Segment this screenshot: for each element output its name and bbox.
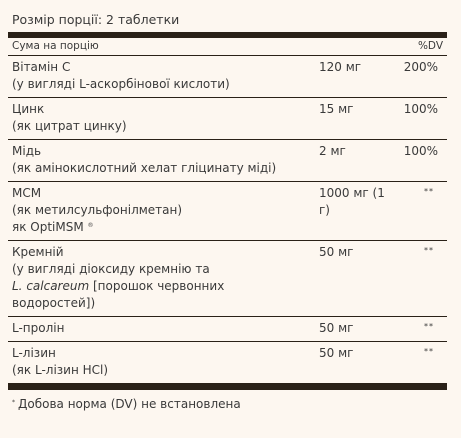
table-row [8, 98, 447, 140]
nutrient-title: Вітамін C [12, 60, 71, 74]
nutrient-amount: 50 мг [319, 321, 354, 335]
nutrient-amount: 50 мг [319, 346, 354, 360]
nutrient-dv: ** [424, 322, 434, 331]
nutrient-form: (у вигляді L-аскорбінової кислоти) [12, 77, 230, 91]
nutrient-dv: 100% [403, 144, 438, 158]
nutrient-name [12, 59, 319, 93]
nutrient-title: MCM [12, 186, 42, 200]
nutrient-title: Цинк [12, 102, 45, 116]
table-row [8, 342, 447, 383]
nutrient-amount: 50 мг [319, 245, 354, 259]
species-name: L. calcareum [12, 279, 90, 293]
table-row [8, 56, 447, 98]
nutrient-title: L-пролін [12, 321, 65, 335]
brand-name: як OptiMSM [12, 220, 84, 234]
amount-line: г) [319, 203, 330, 217]
nutrient-dv: ** [424, 347, 434, 356]
nutrient-name [12, 143, 319, 177]
nutrient-name [12, 101, 319, 135]
nutrient-dv: 200% [403, 60, 438, 74]
bottom-divider-bar [8, 383, 447, 390]
nutrient-brand [12, 219, 319, 236]
serving-size: Розмір порції: 2 таблетки [12, 12, 180, 27]
nutrient-form-end: водоростей]) [12, 296, 96, 310]
nutrient-name [12, 244, 319, 312]
nutrient-form: (як амінокислотний хелат гліцинату міді) [12, 161, 277, 175]
nutrient-amount: 15 мг [319, 102, 354, 116]
header-dv: %DV [417, 40, 443, 52]
nutrient-form: (як метилсульфонілметан) [12, 203, 183, 217]
table-header [8, 38, 447, 56]
footnote-text: Добова норма (DV) не встановлена [18, 397, 241, 411]
nutrient-dv: 100% [403, 102, 438, 116]
nutrient-title: Мідь [12, 144, 42, 158]
footnote [8, 390, 447, 412]
table-row [8, 140, 447, 182]
header-amount-per-serving: Сума на порцію [12, 40, 99, 52]
amount-line: 1000 мг (1 [319, 186, 385, 200]
registered-mark: ® [87, 222, 94, 229]
nutrient-title: L-лізин [12, 346, 56, 360]
nutrient-amount: 2 мг [319, 144, 346, 158]
table-row [8, 182, 447, 241]
nutrient-form: (як цитрат цинку) [12, 119, 127, 133]
table-row [8, 317, 447, 342]
table-row [8, 241, 447, 317]
nutrient-form-continued [12, 278, 319, 295]
nutrient-amount [319, 185, 397, 236]
nutrient-dv: ** [424, 187, 434, 196]
nutrient-name [12, 320, 319, 337]
nutrient-form: (у вигляді діоксиду кремнію та [12, 262, 210, 276]
nutrient-name [12, 185, 319, 236]
supplement-facts-panel [8, 0, 447, 412]
nutrient-name [12, 345, 319, 379]
form-text: [порошок червонних [89, 279, 225, 293]
nutrient-form: (як L-лізин HCl) [12, 363, 109, 377]
nutrient-amount: 120 мг [319, 60, 362, 74]
footnote-mark: * [12, 399, 15, 406]
nutrient-dv: ** [424, 246, 434, 255]
nutrient-title: Кремній [12, 245, 64, 259]
